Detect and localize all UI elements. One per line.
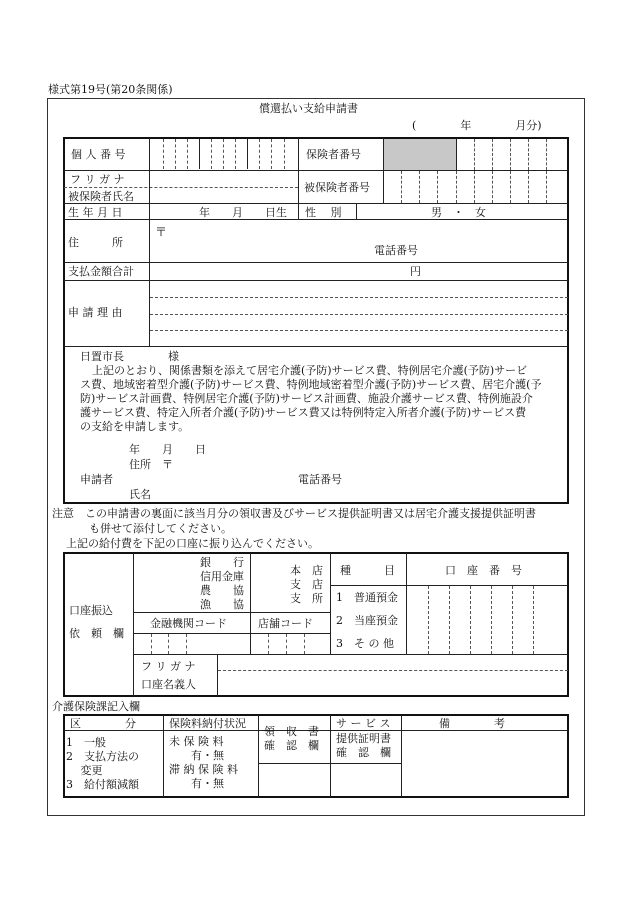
declaration-line: ス費、地域密着型介護(予防)サービス費、特例地域密着型介護(予防)サービス費、居宅介護(予 — [80, 378, 542, 391]
applicant-address-label: 住所 〒 — [129, 458, 173, 471]
arrears-label: 滞 納 保 険 料 — [169, 763, 238, 776]
transfer-request-label: 依 頼 欄 — [69, 627, 124, 640]
account-holder-label: 口座名義人 — [141, 678, 196, 691]
receipt-check-label: 確 認 欄 — [264, 739, 319, 752]
declaration-line: 護サービス費、特定入所者介護(予防)サービス費又は特例特定入所者介護(予防)サービス費 — [80, 406, 527, 419]
transfer-instruction: 上記の給付費を下記の口座に振り込んでください。 — [66, 537, 319, 550]
sex-field[interactable]: 男 ・ 女 — [431, 206, 486, 219]
arrears-value: 有・無 — [191, 777, 224, 790]
branch-code-label: 店舗コード — [258, 617, 313, 630]
furigana-label: フ リ ガ ナ — [70, 173, 125, 186]
service-cert-label: サ ー ビ ス — [336, 717, 391, 730]
declaration-line: の支給を申請します。 — [80, 420, 190, 433]
category-option: 変更 — [66, 764, 103, 777]
branch-type: 本 店 — [290, 564, 323, 577]
office-section-title: 介護保険課記入欄 — [52, 700, 140, 713]
deposit-type-option[interactable]: 2 当座預金 — [336, 614, 398, 627]
bank-code-label: 金融機関コード — [150, 617, 227, 630]
receipt-check-label: 領 収 書 — [264, 725, 319, 738]
transfer-request-label: 口座振込 — [69, 604, 113, 617]
phone-label: 電話番号 — [374, 244, 418, 257]
applicant-label: 申請者 — [80, 473, 113, 486]
branch-type: 支 店 — [290, 578, 323, 591]
category-label: 区 分 — [70, 717, 136, 730]
category-option: 3 給付額減額 — [66, 778, 139, 791]
premium-status-label: 保険料納付状況 — [169, 717, 246, 730]
bank-type: 農 協 — [200, 584, 244, 597]
sex-label: 性 別 — [305, 206, 342, 219]
service-cert-label: 提供証明書 — [336, 732, 391, 745]
application-date[interactable]: 年 月 日 — [129, 443, 206, 456]
addressee: 日置市長 様 — [80, 350, 179, 363]
postal-mark: 〒 — [155, 225, 168, 239]
deposit-type-option[interactable]: 3 そ の 他 — [336, 637, 394, 650]
form-title: 償還払い支給申請書 — [259, 102, 358, 115]
remarks-label: 備 考 — [439, 717, 505, 730]
applicant-phone-label: 電話番号 — [298, 473, 342, 486]
deposit-type-label: 種 目 — [340, 564, 395, 577]
reason-label: 申 請 理 由 — [68, 306, 123, 319]
total-amount-label: 支払金額合計 — [68, 265, 134, 278]
bank-type: 漁 協 — [200, 598, 244, 611]
applicant-name-label: 氏名 — [129, 488, 151, 501]
category-option: 2 支払方法の — [66, 750, 139, 763]
personal-number-label: 個 人 番 号 — [71, 148, 126, 161]
birthdate-label: 生 年 月 日 — [68, 206, 123, 219]
form-number: 様式第19号(第20条関係) — [48, 83, 173, 96]
branch-type: 支 所 — [290, 592, 323, 605]
address-label: 住 所 — [68, 236, 123, 249]
service-cert-label: 確 認 欄 — [336, 746, 391, 759]
period-field[interactable]: ( 年 月分) — [412, 119, 542, 132]
unpaid-premium-value: 有・無 — [191, 749, 224, 762]
note-line: も併せて添付してください。 — [89, 522, 232, 535]
bank-type: 銀 行 — [200, 556, 244, 569]
yen-unit: 円 — [410, 265, 421, 278]
account-furigana-label: フ リ ガ ナ — [141, 660, 196, 673]
declaration-line: 防)サービス計画費、特例居宅介護(予防)サービス計画費、施設介護サービス費、特例施設介 — [80, 392, 533, 405]
insurer-number-label: 保険者番号 — [306, 148, 361, 161]
birthdate-field[interactable]: 年 月 日生 — [199, 206, 287, 219]
insured-number-label: 被保険者番号 — [304, 181, 370, 194]
insurer-number-shaded — [384, 139, 456, 170]
account-number-label: 口 座 番 号 — [445, 564, 522, 577]
declaration-line: 上記のとおり、関係書類を添えて居宅介護(予防)サービス費、特例居宅介護(予防)サービ — [92, 364, 528, 377]
note-line: 注意 この申請書の裏面に該当月分の領収書及びサービス提供証明書又は居宅介護支援提供証明書 — [52, 507, 536, 520]
unpaid-premium-label: 未 保 険 料 — [169, 735, 224, 748]
insured-name-label: 被保険者氏名 — [68, 190, 134, 203]
bank-type: 信用金庫 — [200, 570, 244, 583]
deposit-type-option[interactable]: 1 普通預金 — [336, 591, 398, 604]
category-option: 1 一般 — [66, 736, 106, 749]
